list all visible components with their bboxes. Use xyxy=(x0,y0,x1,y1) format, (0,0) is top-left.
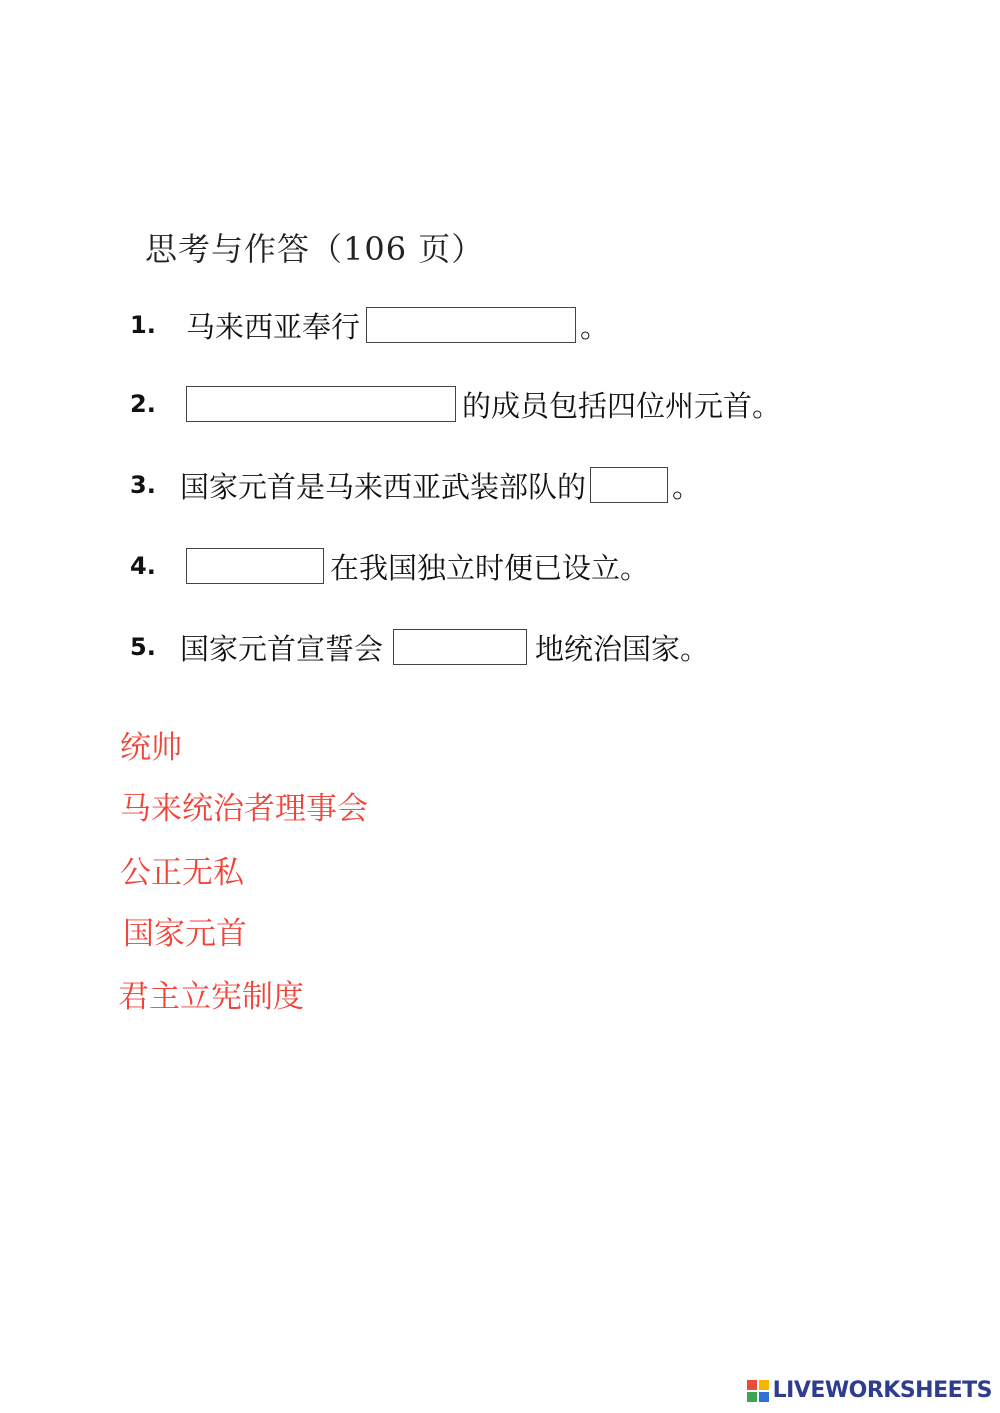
logo-square xyxy=(759,1380,769,1390)
question-number: 1. xyxy=(130,311,156,339)
question-text-before: 国家元首宣誓会 xyxy=(180,631,384,666)
answer-option-5[interactable]: 君主立宪制度 xyxy=(118,979,304,1015)
question-text-after: 的成员包括四位州元首。 xyxy=(462,388,782,423)
question-number: 5. xyxy=(130,633,156,661)
answer-blank-2[interactable] xyxy=(186,386,456,422)
logo-square xyxy=(747,1392,757,1402)
question-text-after: 在我国独立时便已设立。 xyxy=(330,550,650,585)
logo-square xyxy=(759,1392,769,1402)
page-title: 思考与作答（106 页） xyxy=(145,230,485,268)
liveworksheets-logo xyxy=(747,1378,992,1403)
question-text-after: 。 xyxy=(672,469,702,504)
question-number: 4. xyxy=(130,552,156,580)
answer-blank-3[interactable] xyxy=(590,467,668,503)
question-2 xyxy=(130,382,781,426)
answer-option-3[interactable]: 公正无私 xyxy=(120,855,244,891)
logo-square xyxy=(747,1380,757,1390)
question-text-before: 马来西亚奉行 xyxy=(186,309,361,344)
answer-option-2[interactable]: 马来统治者理事会 xyxy=(120,791,368,827)
question-number: 2. xyxy=(130,390,156,418)
answer-blank-1[interactable] xyxy=(366,307,576,343)
answer-option-1[interactable]: 统帅 xyxy=(120,730,182,766)
question-text-before: 国家元首是马来西亚武装部队的 xyxy=(180,469,587,504)
answer-blank-4[interactable] xyxy=(186,548,324,584)
question-number: 3. xyxy=(130,471,156,499)
answer-blank-5[interactable] xyxy=(393,629,527,665)
logo-icon xyxy=(747,1380,769,1402)
question-text-after: 。 xyxy=(580,309,610,344)
question-1 xyxy=(130,303,609,347)
question-3 xyxy=(130,463,701,507)
logo-text: LIVEWORKSHEETS xyxy=(772,1378,992,1403)
answer-option-4[interactable]: 国家元首 xyxy=(123,916,247,952)
question-text-after: 地统治国家。 xyxy=(535,631,710,666)
question-4 xyxy=(130,544,649,588)
question-5 xyxy=(130,625,709,669)
